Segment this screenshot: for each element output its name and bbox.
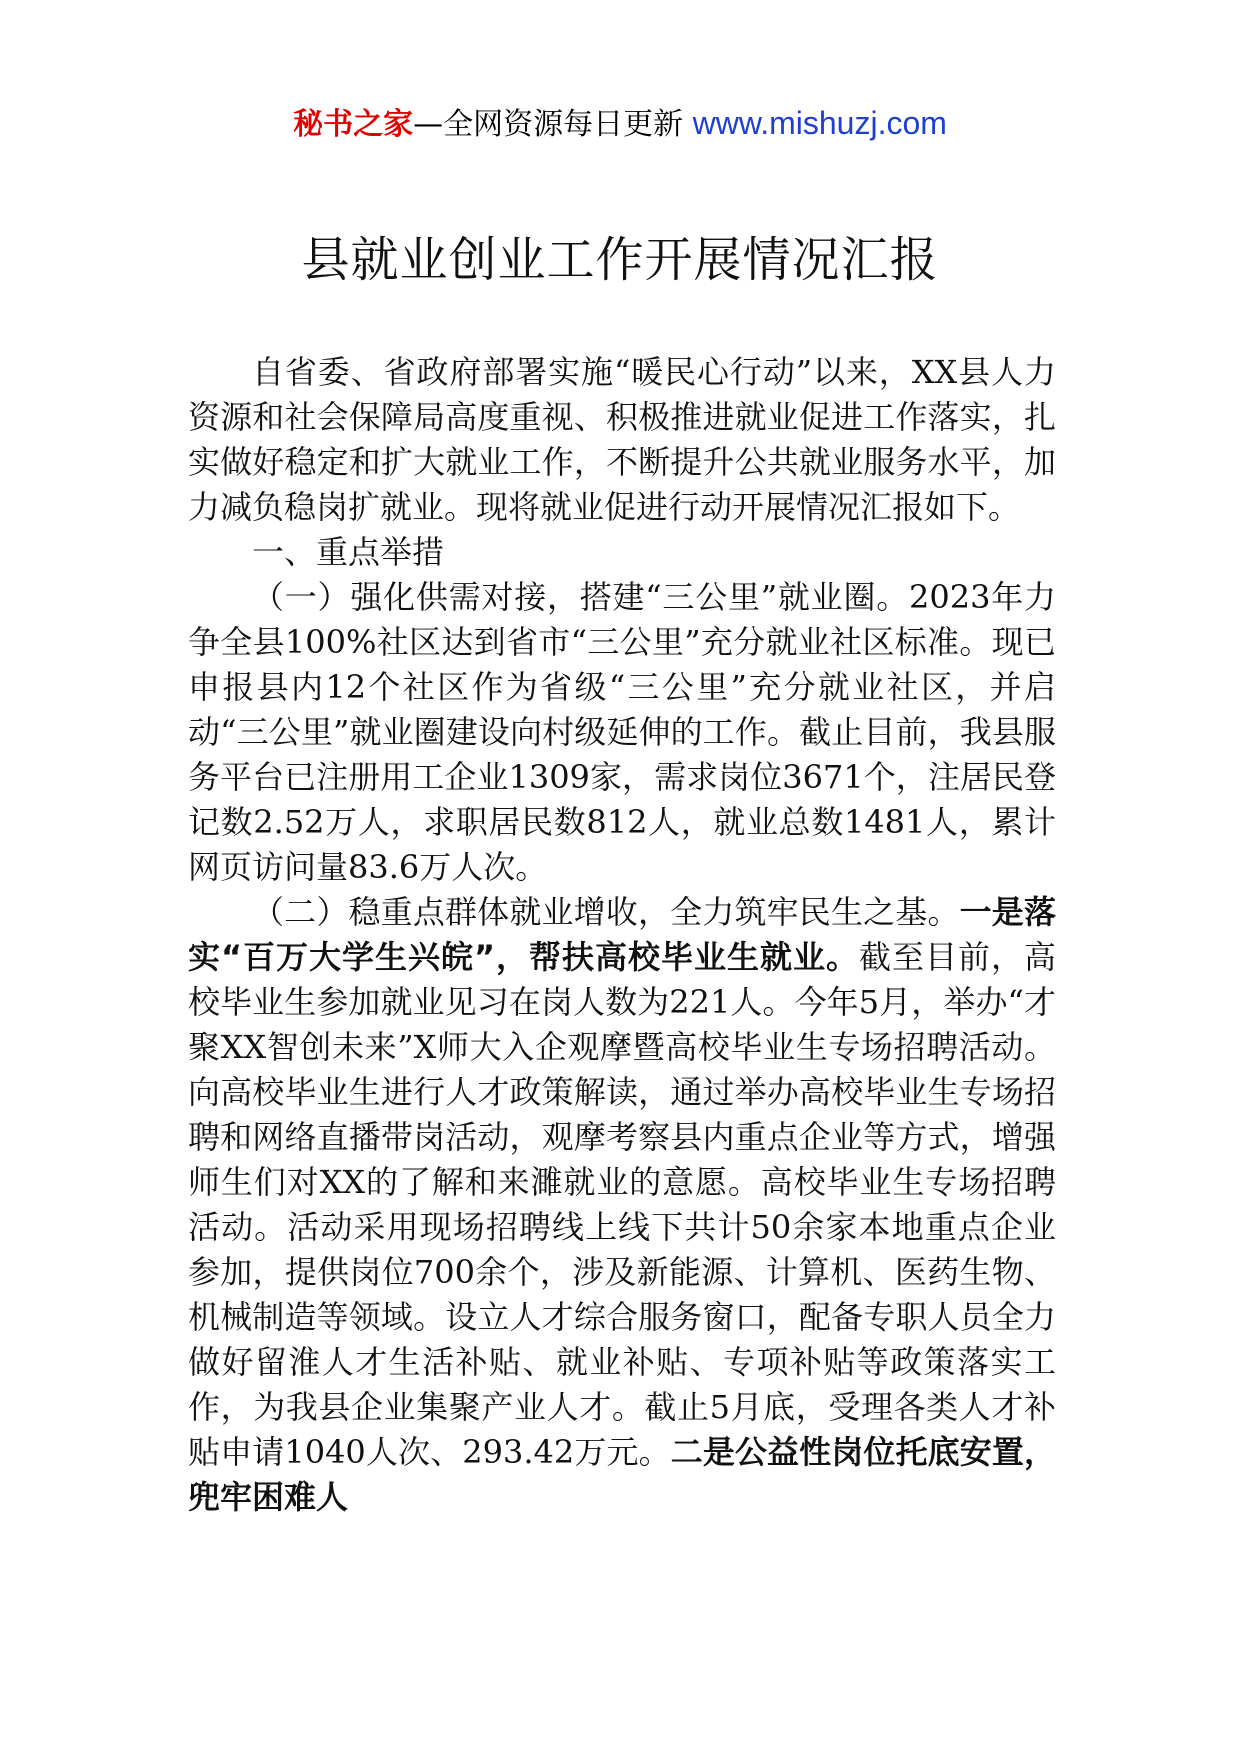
site-url[interactable]: www.mishuzj.com	[692, 105, 947, 141]
paragraph-supply-demand: （一）强化供需对接，搭建“三公里”就业圈。2023年力争全县100%社区达到省市“三公里”充分就业社区标准。现已申报县内12个社区作为省级“三公里”充分就业社区，并启动“三公里”就业圈建设向村级延伸的工作。截止目前，我县服务平台已注册用工企业1309家，需求岗位3671个，注居民登记数2.52万人，求职居民数812人，就业总数1481人，累计网页访问量83.6万人次。	[188, 578, 1056, 886]
document-title: 县就业创业工作开展情况汇报	[301, 232, 939, 288]
paragraph-key-groups	[188, 890, 1056, 1520]
document-body	[188, 350, 1056, 1520]
section-heading: 一、重点举措	[252, 533, 445, 571]
brand-tagline: —全网资源每日更新	[413, 107, 684, 142]
bold-point-1: 一是落实“百万大学生兴皖”，帮扶高校毕业生就业。	[188, 893, 1056, 976]
paragraph-text: 截至目前，高校毕业生参加就业见习在岗人数为221人。今年5月，举办“才聚XX智创未来”X师大入企观摩暨高校毕业生专场招聘活动。向高校毕业生进行人才政策解读，通过举办高校毕业生专场招聘和网络直播带岗活动，观摩考察县内重点企业等方式，增强师生们对XX的了解和来濉就业的意愿。高校毕业生专场招聘活动。活动采用现场招聘线上线下共计50余家本地重点企业参加，提供岗位700余个，涉及新能源、计算机、医药生物、机械制造等领域。设立人才综合服务窗口，配备专职人员全力做好留淮人才生活补贴、就业补贴、专项补贴等政策落实工作，为我县企业集聚产业人才。截止5月底，受理各类人才补贴申请1040人次、293.42万元。	[188, 938, 1056, 1471]
brand-name: 秘书之家	[293, 107, 414, 142]
paragraph-lead: （二）稳重点群体就业增收，全力筑牢民生之基。	[252, 893, 960, 931]
site-banner	[0, 100, 1240, 148]
bold-point-2: 二是公益性岗位托底安置，兜牢困难人	[188, 1433, 1056, 1516]
intro-paragraph: 自省委、省政府部署实施“暖民心行动”以来，XX县人力资源和社会保障局高度重视、积极推进就业促进工作落实，扎实做好稳定和扩大就业工作，不断提升公共就业服务水平，加力减负稳岗扩就业。现将就业促进行动开展情况汇报如下。	[188, 353, 1056, 526]
